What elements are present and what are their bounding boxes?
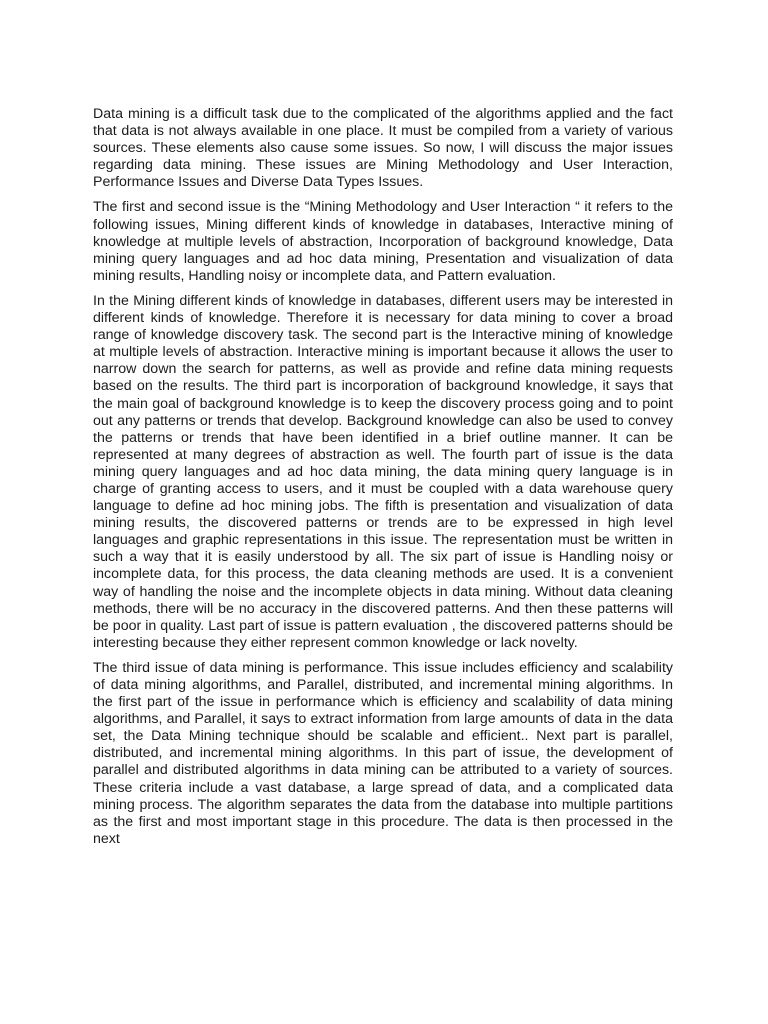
paragraph-performance: The third issue of data mining is performance. This issue includes efficiency and scalability of data mining algorithms, and Parallel, distributed, and incremental mining algorithms. In the first part of the issue in performance which is efficiency and scalability of data mining algorithms, and Parallel, it says to extract information from large amounts of data in the data set, the Data Mining technique should be scalable and efficient.. Next part is parallel, distributed, and incremental mining algorithms. In this part of issue, the development of parallel and distributed algorithms in data mining can be attributed to a variety of sources. These criteria include a vast database, a large spread of data, and a complicated data mining process. The algorithm separates the data from the database into multiple partitions as the first and most important stage in this procedure. The data is then processed in the next (93, 659, 673, 847)
document-body (93, 106, 673, 856)
paragraph-methodology-details: In the Mining different kinds of knowledge in databases, different users may be interested in different kinds of knowledge. Therefore it is necessary for data mining to cover a broad range of knowledge discovery task. The second part is the Interactive mining of knowledge at multiple levels of abstraction. Interactive mining is important because it allows the user to narrow down the search for patterns, as well as provide and refine data mining requests based on the results. The third part is incorporation of background knowledge, it says that the main goal of background knowledge is to keep the discovery process going and to point out any patterns or trends that develop. Background knowledge can also be used to convey the patterns or trends that have been identified in a brief outline manner. It can be represented at many degrees of abstraction as well. The fourth part of issue is the data mining query languages and ad hoc data mining, the data mining query language is in charge of granting access to users, and it must be coupled with a data warehouse query language to define ad hoc mining jobs. The fifth is presentation and visualization of data mining results, the discovered patterns or trends are to be expressed in high level languages and graphic representations in this issue. The representation must be written in such a way that it is easily understood by all. The six part of issue is Handling noisy or incomplete data, for this process, the data cleaning methods are used. It is a convenient way of handling the noise and the incomplete objects in data mining. Without data cleaning methods, there will be no accuracy in the discovered patterns. And then these patterns will be poor in quality. Last part of issue is pattern evaluation , the discovered patterns should be interesting because they either represent common knowledge or lack novelty. (93, 292, 673, 651)
paragraph-methodology-issues: The first and second issue is the “Mining Methodology and User Interaction “ it refers to the following issues, Mining different kinds of knowledge in databases, Interactive mining of knowledge at multiple levels of abstraction, Incorporation of background knowledge, Data mining query languages and ad hoc data mining, Presentation and visualization of data mining results, Handling noisy or incomplete data, and Pattern evaluation. (93, 199, 673, 284)
paragraph-intro: Data mining is a difficult task due to the complicated of the algorithms applied and the fact that data is not always available in one place. It must be compiled from a variety of various sources. These elements also cause some issues. So now, I will discuss the major issues regarding data mining. These issues are Mining Methodology and User Interaction, Performance Issues and Diverse Data Types Issues. (93, 106, 673, 191)
